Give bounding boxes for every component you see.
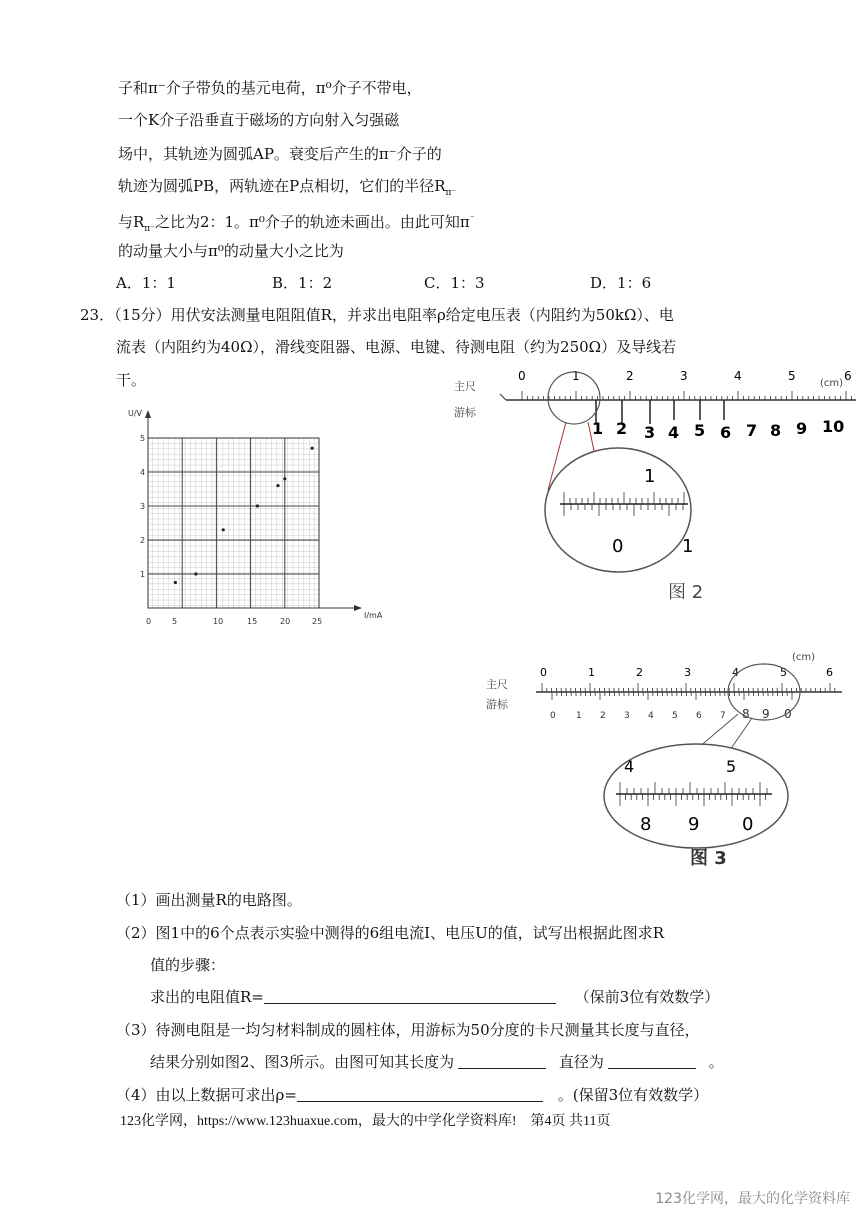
fig2-main-tick-6: 6 <box>844 369 852 383</box>
fig2-vernier-4: 4 <box>668 423 680 442</box>
fig2-vernier-7: 7 <box>746 421 758 440</box>
fig2-main-tick-2: 2 <box>626 369 634 383</box>
fig3-vernier-7: 7 <box>720 711 726 721</box>
fig2-vernier-5: 5 <box>694 421 706 440</box>
option-a: A．1：1 <box>116 274 176 292</box>
sub-question-1: （1）画出测量R的电路图。 <box>116 891 302 909</box>
fig3-main-tick-5: 5 <box>780 666 787 679</box>
fig2-main-tick-0: 0 <box>518 369 526 383</box>
sub-question-2-line-1: （2）图1中的6个点表示实验中测得的6组电流I、电压U的值，试写出根据此图求R <box>116 924 665 942</box>
sub-question-3-end: 。 <box>708 1053 724 1071</box>
figure-2 <box>448 360 860 610</box>
fig2-main-label: 主尺 <box>454 380 476 393</box>
fig3-main-tick-4: 4 <box>732 666 739 679</box>
prev-line-4: 轨迹为圆弧PB，两轨迹在P点相切，它们的半径$R_{\pi^-}$ <box>118 177 457 198</box>
fig3-main-tick-2: 2 <box>636 666 643 679</box>
fig3-main-tick-1: 1 <box>588 666 595 679</box>
option-b: B．1：2 <box>272 274 333 292</box>
option-c: C．1：3 <box>424 274 485 292</box>
radius-subscript: π⁻ <box>445 188 457 198</box>
data-point <box>283 477 286 480</box>
resistance-answer-blank[interactable] <box>264 989 556 1004</box>
sub-question-2-line-2: 值的步骤： <box>150 956 226 974</box>
fig2-vernier-2: 2 <box>616 419 628 438</box>
fig3-vernier-5: 5 <box>672 711 678 721</box>
fig3-vernier-label: 游标 <box>486 698 508 711</box>
fig3-vernier-0: 0 <box>550 711 556 721</box>
y-axis-label: U/V <box>128 409 143 418</box>
resistance-note: （保前3位有效数学） <box>574 988 720 1006</box>
fig3-vernier-2: 2 <box>600 711 606 721</box>
y-tick-5: 5 <box>140 434 146 443</box>
option-d: D．1：6 <box>590 274 652 292</box>
resistivity-answer-blank[interactable] <box>297 1087 543 1102</box>
fig3-vernier-3: 3 <box>624 711 630 721</box>
x-tick-20: 20 <box>280 617 291 626</box>
prev-line-3: 场中，其轨迹为圆弧AP。衰变后产生的π⁻介子的 <box>118 145 442 163</box>
x-axis-arrow <box>354 605 362 611</box>
fig3-vernier-1: 1 <box>576 711 582 721</box>
x-tick-0: 0 <box>146 617 152 626</box>
fig3-zoom-top-4: 4 <box>624 757 635 776</box>
diameter-answer-blank[interactable] <box>608 1054 696 1069</box>
fig3-vernier-6: 6 <box>696 711 702 721</box>
pi-superscript: ⁻ <box>469 214 475 224</box>
data-point <box>222 528 225 531</box>
q23-line-2: 流表（内阻约为40Ω），滑线变阻器、电源、电键、待测电阻（约为250Ω）及导线若 <box>116 338 677 356</box>
graph-grid <box>148 438 319 608</box>
fig2-main-tick-3: 3 <box>680 369 688 383</box>
resistance-prompt: 求出的电阻值R= <box>150 988 264 1006</box>
fig2-vernier-10: 10 <box>822 417 845 436</box>
q23-line-1: 23．（15分）用伏安法测量电阻阻值R，并求出电阻率ρ给定电压表（内阻约为50kΩ）、电 <box>80 306 674 324</box>
data-point <box>276 484 279 487</box>
fig2-zoom-bottom-1: 1 <box>682 536 694 557</box>
data-point <box>256 504 259 507</box>
fig3-zoom-bottom-0: 0 <box>742 814 754 835</box>
y-tick-1: 1 <box>140 570 146 579</box>
fig2-zoom-bottom-0: 0 <box>612 536 624 557</box>
fig2-vernier-8: 8 <box>770 421 782 440</box>
fig3-vernier-8: 8 <box>742 707 750 721</box>
fig2-main-tick-5: 5 <box>788 369 796 383</box>
fig3-unit: (cm) <box>792 652 816 663</box>
fig3-vernier-10: 0 <box>784 707 792 721</box>
diameter-prompt: 直径为 <box>558 1053 604 1071</box>
fig3-zoom-bottom-9: 9 <box>688 814 700 835</box>
fig3-vernier-9: 9 <box>762 707 770 721</box>
x-tick-15: 15 <box>247 617 258 626</box>
q23-line-3: 干。 <box>116 371 147 389</box>
length-prompt: 结果分别如图2、图3所示。由图可知其长度为 <box>150 1053 455 1071</box>
fig2-main-tick-4: 4 <box>734 369 742 383</box>
fig2-unit: (cm) <box>820 378 844 389</box>
x-tick-5: 5 <box>172 617 178 626</box>
sub-question-4 <box>116 1085 708 1105</box>
fig3-zoom-bottom-8: 8 <box>640 814 652 835</box>
y-axis-arrow <box>145 410 151 418</box>
fig3-zoom-top-5: 5 <box>726 757 737 776</box>
fig3-vernier-4: 4 <box>648 711 654 721</box>
fig3-main-tick-0: 0 <box>540 666 547 679</box>
radius-subscript-2: π⁻ <box>144 224 155 234</box>
data-point <box>194 572 197 575</box>
fig2-vernier-1: 1 <box>592 419 604 438</box>
resistivity-note: 。(保留3位有效数学） <box>557 1086 709 1104</box>
resistivity-prompt: （4）由以上数据可求出ρ= <box>116 1086 297 1104</box>
prev-line-5: 与$R_{\pi^-}$之比为2：1。π⁰介子的轨迹未画出。由此可知π⁻ <box>118 213 475 234</box>
length-answer-blank[interactable] <box>458 1054 546 1069</box>
fig3-caption: 图 3 <box>690 848 727 869</box>
fig3-main-label: 主尺 <box>486 678 508 691</box>
prev-line-2: 一个K介子沿垂直于磁场的方向射入匀强磁 <box>118 111 400 129</box>
sub-question-3-line-2 <box>150 1052 724 1072</box>
x-axis-label: I/mA <box>364 611 383 620</box>
x-tick-10: 10 <box>213 617 224 626</box>
fig2-zoom-top: 1 <box>644 466 656 487</box>
fig2-main-tick-1: 1 <box>572 369 580 383</box>
fig2-caption: 图 2 <box>668 582 704 603</box>
fig3-main-tick-3: 3 <box>684 666 691 679</box>
fig2-vernier-3: 3 <box>644 423 656 442</box>
fig2-vernier-9: 9 <box>796 419 808 438</box>
fig2-vernier-label: 游标 <box>454 406 476 419</box>
y-tick-2: 2 <box>140 536 146 545</box>
y-tick-3: 3 <box>140 502 146 511</box>
page-footer: 123化学网，https://www.123huaxue.com，最大的中学化学资料库! 第4页 共11页 <box>120 1114 611 1129</box>
y-tick-4: 4 <box>140 468 146 477</box>
data-point <box>311 447 314 450</box>
sub-question-3-line-1: （3）待测电阻是一均匀材料制成的圆柱体，用游标为50分度的卡尺测量其长度与直径， <box>116 1021 700 1039</box>
watermark: 123化学网，最大的化学资料库 <box>655 1191 850 1207</box>
data-point <box>174 581 177 584</box>
prev-line-1: 子和π⁻介子带负的基元电荷，π⁰介子不带电， <box>118 79 422 97</box>
prev-line-6: 的动量大小与π⁰的动量大小之比为 <box>118 242 344 260</box>
fig2-main-ticks <box>522 391 851 400</box>
sub-question-2-line-3 <box>150 987 719 1007</box>
fig2-vernier-6: 6 <box>720 423 732 442</box>
x-tick-25: 25 <box>312 617 323 626</box>
ui-graph <box>120 400 410 635</box>
figure-3 <box>480 650 850 875</box>
fig3-main-tick-6: 6 <box>826 666 833 679</box>
